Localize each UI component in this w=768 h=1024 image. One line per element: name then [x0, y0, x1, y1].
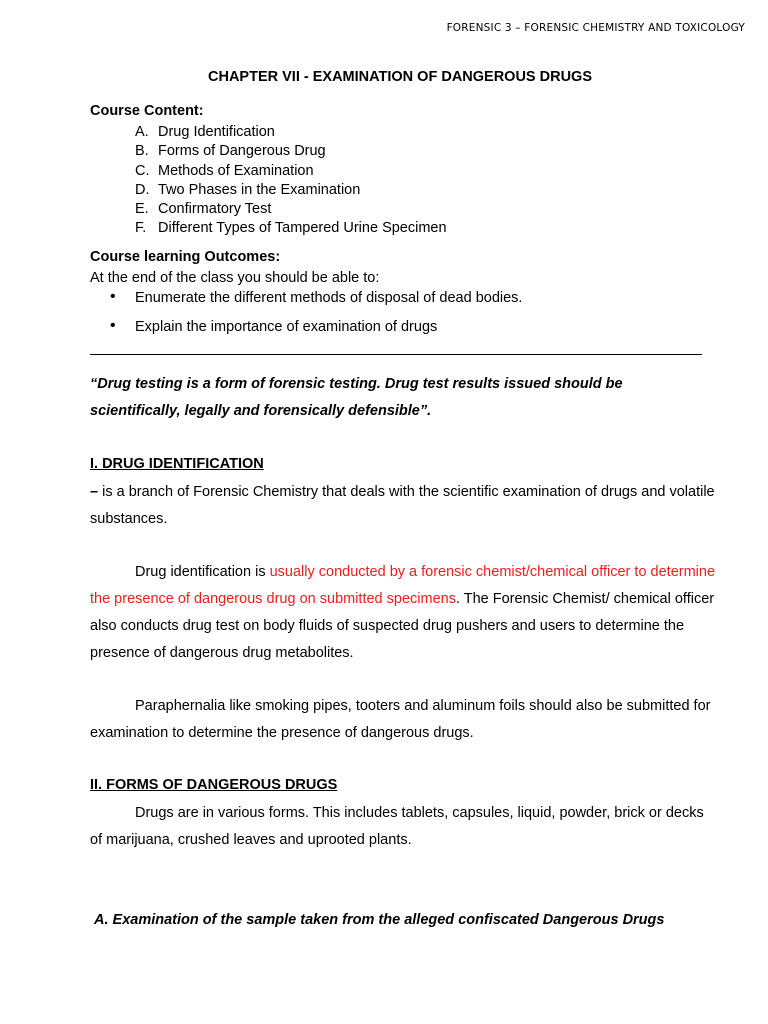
definition-paragraph	[90, 479, 715, 533]
list-letter: D.	[135, 181, 150, 198]
paragraph-paraphernalia	[90, 693, 715, 747]
list-item-text: Methods of Examination	[158, 162, 314, 179]
course-content-heading: Course Content:	[90, 103, 204, 119]
definition-dash: –	[90, 484, 99, 500]
list-item	[110, 290, 522, 319]
list-item	[135, 162, 760, 181]
paragraph-text: Drug identification is	[135, 564, 270, 580]
list-letter: C.	[135, 162, 150, 179]
paragraph-text: . The Forensic Chemist/ chemical officer also conducts drug test on body fluids of suspected drug pushers and users to determine the presence of dangerous drug metabolites.	[90, 591, 715, 661]
paragraph-forms	[90, 800, 715, 854]
learning-outcomes-heading: Course learning Outcomes:	[90, 249, 281, 265]
bullet-icon: •	[110, 288, 116, 305]
list-item	[135, 123, 760, 142]
chapter-title: CHAPTER VII - EXAMINATION OF DANGEROUS DRUGS	[208, 69, 592, 85]
definition-text: is a branch of Forensic Chemistry that deals with the scientific examination of drugs and volatile substances.	[90, 484, 715, 527]
section-heading-drug-identification: I. DRUG IDENTIFICATION	[90, 456, 264, 472]
list-item-text: Enumerate the different methods of disposal of dead bodies.	[135, 290, 523, 306]
learning-outcomes-list	[110, 290, 522, 348]
list-item	[110, 319, 522, 348]
list-item	[135, 142, 760, 161]
list-letter: E.	[135, 201, 149, 218]
list-letter: B.	[135, 143, 149, 160]
list-item-text: Two Phases in the Examination	[158, 181, 361, 198]
list-item-text: Drug Identification	[158, 124, 275, 140]
list-letter: F.	[135, 220, 147, 237]
list-item	[135, 200, 760, 219]
paragraph-drug-identification	[90, 559, 715, 667]
paragraph-text: Drugs are in various forms. This includes tablets, capsules, liquid, powder, brick or decks of marijuana, crushed leaves and uprooted plants.	[90, 805, 704, 848]
list-letter: A.	[135, 124, 149, 140]
bullet-icon: •	[110, 317, 116, 334]
list-item-text: Different Types of Tampered Urine Specimen	[158, 220, 447, 237]
subsection-heading-examination: A. Examination of the sample taken from the alleged confiscated Dangerous Drugs	[94, 912, 665, 928]
learning-outcomes-intro: At the end of the class you should be able to:	[90, 270, 380, 286]
key-quote: “Drug testing is a form of forensic testing. Drug test results issued should be scientifically, legally and forensically defensible”.	[90, 376, 623, 419]
course-content-list	[135, 123, 760, 239]
highlighted-text: usually conducted by a forensic chemist/chemical officer to determine the presence of dangerous drug on submitted specimens	[90, 564, 716, 607]
section-heading-forms-of-drugs: II. FORMS OF DANGEROUS DRUGS	[90, 777, 338, 793]
running-header: FORENSIC 3 – FORENSIC CHEMISTRY AND TOXICOLOGY	[446, 22, 745, 34]
list-item-text: Forms of Dangerous Drug	[158, 143, 326, 160]
list-item	[135, 219, 760, 238]
horizontal-divider	[90, 354, 702, 355]
list-item	[135, 181, 760, 200]
list-item-text: Confirmatory Test	[158, 201, 272, 218]
paragraph-text: Paraphernalia like smoking pipes, tooters and aluminum foils should also be submitted for examination to determine the presence of dangerous drugs.	[90, 698, 711, 741]
list-item-text: Explain the importance of examination of drugs	[135, 319, 438, 335]
